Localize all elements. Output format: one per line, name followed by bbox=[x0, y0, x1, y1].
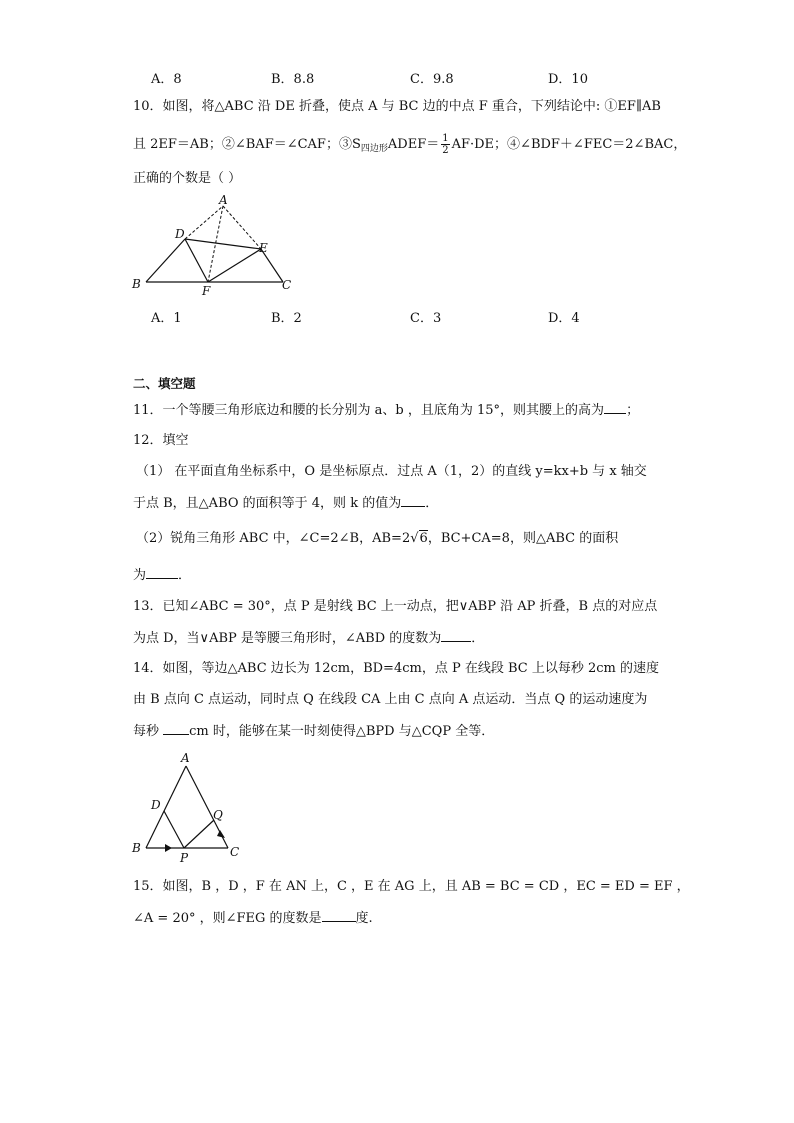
q9-option-b[interactable]: B．8.8 bbox=[271, 72, 315, 87]
q10-frac-den: 2 bbox=[442, 145, 449, 156]
q14-figure bbox=[128, 748, 258, 868]
q11-tail: ； bbox=[626, 403, 640, 418]
q12-p2-answer-blank[interactable] bbox=[146, 566, 178, 579]
q12-p1-answer-blank[interactable] bbox=[401, 494, 425, 507]
q12-p2-text-b: ，BC+CA=8，则△ABC 的面积 bbox=[427, 531, 619, 546]
q10-option-b[interactable]: B．2 bbox=[271, 311, 302, 326]
q14-text-a: 每秒 bbox=[133, 724, 164, 739]
q12-p1-line-1: （1） 在平面直角坐标系中，O 是坐标原点．过点 A（1，2）的直线 y=kx+b 与 x 轴交 bbox=[136, 464, 647, 479]
q13-line-1: 13．已知∠ABC = 30°，点 P 是射线 BC 上一动点，把∨ABP 沿 AP 折叠，B 点的对应点 bbox=[133, 599, 658, 614]
q14-label-c: C bbox=[230, 845, 240, 859]
q10-segment-df bbox=[185, 239, 208, 282]
section-title: 二、填空题 bbox=[133, 376, 196, 391]
q9-option-c[interactable]: C．9.8 bbox=[410, 72, 454, 87]
q12-p2-tail: ． bbox=[178, 568, 192, 583]
q10-line-3: 正确的个数是（ ） bbox=[133, 171, 242, 186]
q14-line-3 bbox=[133, 722, 494, 741]
q14-answer-blank[interactable] bbox=[163, 722, 189, 735]
q10-segment-fe bbox=[208, 249, 261, 282]
q11-line bbox=[133, 401, 639, 420]
q10-line-2-b: ADEF＝ bbox=[387, 137, 440, 152]
q14-arrow-q-icon bbox=[217, 830, 225, 838]
q10-label-b: B bbox=[132, 277, 141, 291]
q15-text-a: ∠A = 20° ，则∠FEG 的度数是 bbox=[133, 911, 322, 926]
q15-text-b: 度. bbox=[355, 911, 373, 926]
q14-label-b: B bbox=[132, 841, 141, 855]
q12-p2-radicand: 6 bbox=[419, 531, 428, 546]
q9-option-d[interactable]: D．10 bbox=[548, 72, 588, 87]
q14-label-d: D bbox=[151, 798, 161, 812]
q10-line-2-a: 且 2EF＝AB；②∠BAF＝∠CAF；③S bbox=[133, 137, 361, 152]
q12-p1-tail: ． bbox=[425, 496, 439, 511]
q10-line-1: 10．如图，将△ABC 沿 DE 折叠，使点 A 与 BC 边的中点 F 重合，下列结论中: ①EF∥AB bbox=[133, 99, 661, 114]
q14-line-2: 由 B 点向 C 点运动，同时点 Q 在线段 CA 上由 C 点向 A 点运动．当点 Q 的运动速度为 bbox=[133, 692, 648, 707]
q10-dashed-ae bbox=[223, 206, 261, 249]
q10-option-a[interactable]: A．1 bbox=[151, 311, 182, 326]
q10-fraction bbox=[441, 133, 449, 156]
q10-subscript: 四边形 bbox=[360, 144, 388, 154]
q15-answer-blank[interactable] bbox=[322, 909, 356, 922]
q12-p2-text-a: （2）锐角三角形 ABC 中，∠C=2∠B，AB=2 bbox=[136, 531, 411, 546]
q12-title: 12．填空 bbox=[133, 433, 189, 448]
q13-text: 为点 D，当∨ABP 是等腰三角形时，∠ABD 的度数为 bbox=[133, 631, 442, 646]
q10-label-f: F bbox=[202, 284, 211, 298]
q10-option-d[interactable]: D．4 bbox=[548, 311, 580, 326]
q10-label-a: A bbox=[219, 193, 228, 207]
q10-line-2-c: AF·DE；④∠BDF＋∠FEC＝2∠BAC， bbox=[451, 137, 687, 152]
q12-p2-line-2-text: 为 bbox=[133, 568, 147, 583]
q12-p1-line-2 bbox=[133, 494, 438, 513]
sqrt-icon: √ bbox=[410, 531, 419, 546]
q9-option-a[interactable]: A．8 bbox=[151, 72, 182, 87]
q15-line-2 bbox=[133, 909, 373, 928]
q10-label-e: E bbox=[259, 241, 268, 255]
q11-answer-blank[interactable] bbox=[604, 401, 626, 414]
q10-label-d: D bbox=[175, 227, 185, 241]
q13-answer-blank[interactable] bbox=[441, 629, 471, 642]
q14-label-q: Q bbox=[213, 808, 223, 822]
q14-label-p: P bbox=[180, 851, 189, 865]
q10-line-2 bbox=[133, 133, 686, 156]
q14-segment-pq bbox=[184, 820, 214, 848]
q10-segment-de bbox=[185, 239, 261, 249]
q13-tail: ． bbox=[471, 631, 485, 646]
q14-label-a: A bbox=[181, 751, 190, 765]
q14-line-1: 14．如图，等边△ABC 边长为 12cm，BD=4cm，点 P 在线段 BC 上以每秒 2cm 的速度 bbox=[133, 661, 659, 676]
q10-figure bbox=[128, 192, 298, 302]
q12-p1-text: 于点 B，且△ABO 的面积等于 4，则 k 的值为 bbox=[133, 496, 402, 511]
q10-dashed-ad bbox=[185, 206, 223, 239]
q10-segment-bd bbox=[146, 239, 185, 282]
q12-p2-line-2 bbox=[133, 566, 191, 585]
q14-text-b: cm 时，能够在某一时刻使得△BPD 与△CQP 全等． bbox=[189, 724, 495, 739]
q15-line-1: 15．如图，B ，D ，F 在 AN 上，C ，E 在 AG 上，且 AB = BC = CD ，EC = ED = EF ， bbox=[133, 879, 690, 894]
q12-p2-line-1 bbox=[136, 530, 618, 548]
q10-label-c: C bbox=[282, 278, 292, 292]
q13-line-2 bbox=[133, 629, 484, 648]
q10-option-c[interactable]: C．3 bbox=[410, 311, 442, 326]
q10-frac-num: 1 bbox=[442, 133, 449, 144]
q14-segment-dp bbox=[164, 811, 184, 848]
q14-arrow-p-icon bbox=[165, 844, 172, 852]
q11-text: 11．一个等腰三角形底边和腰的长分别为 a、b ，且底角为 15°，则其腰上的高为 bbox=[133, 403, 605, 418]
